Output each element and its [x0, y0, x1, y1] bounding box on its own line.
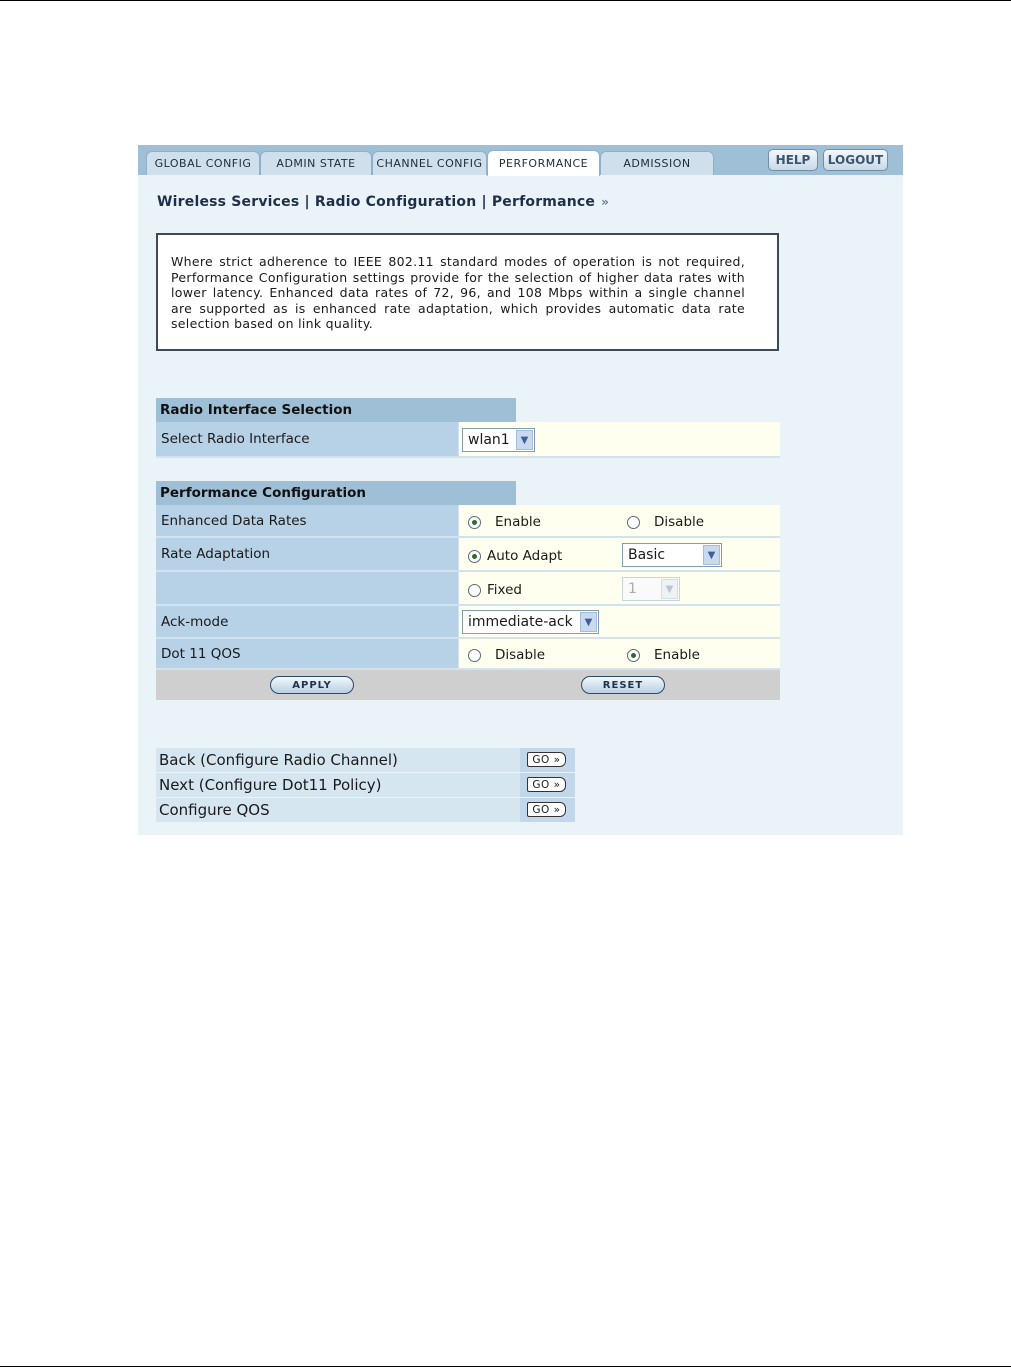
radio-selected-icon	[627, 649, 640, 662]
rate-adaptation-row	[156, 538, 780, 572]
rate-fixed-row	[156, 572, 780, 606]
tab-admission[interactable]: ADMISSION	[600, 151, 714, 175]
rate-fixed-label-cell	[156, 572, 458, 604]
rate-fixed-radio[interactable]	[468, 582, 522, 598]
dot11-qos-value-cell	[458, 639, 780, 668]
help-button[interactable]: HELP	[768, 149, 818, 171]
info-box	[156, 233, 779, 351]
auto-adapt-select[interactable]	[622, 543, 722, 567]
enhanced-enable-label: Enable	[495, 514, 541, 530]
rate-fixed-value-cell	[458, 572, 780, 604]
chevron-down-icon: ▼	[661, 579, 678, 599]
nav-qos-text: Configure QOS	[159, 801, 270, 819]
go-qos-button[interactable]: GO »	[527, 802, 566, 817]
chevron-down-icon: ▼	[516, 430, 533, 450]
page-top-rule	[0, 0, 1011, 1]
go-back-button[interactable]: GO »	[527, 752, 566, 767]
page-bottom-rule	[0, 1366, 1011, 1367]
qos-enable-label: Enable	[654, 647, 700, 663]
nav-row-back	[156, 748, 575, 772]
tab-global-config[interactable]: GLOBAL CONFIG	[146, 151, 260, 175]
nav-row-next	[156, 773, 575, 797]
breadcrumb-text: Wireless Services | Radio Configuration | Performance	[157, 194, 596, 210]
apply-button[interactable]: APPLY	[270, 676, 354, 694]
nav-back-go-cell	[520, 748, 575, 772]
ack-mode-select[interactable]	[462, 610, 599, 634]
dot11-qos-row	[156, 639, 780, 670]
reset-button[interactable]: RESET	[581, 676, 665, 694]
logout-button[interactable]: LOGOUT	[823, 149, 888, 171]
ack-mode-label: Ack-mode	[156, 606, 458, 637]
ack-mode-value-cell	[458, 606, 780, 637]
fixed-label: Fixed	[487, 582, 522, 598]
radio-selected-icon	[468, 516, 481, 529]
go-next-button[interactable]: GO »	[527, 777, 566, 792]
radio-unselected-icon	[627, 516, 640, 529]
info-text: Where strict adherence to IEEE 802.11 standard modes of operation is not required, Performance Configuration settings provide for the selection of higher data rates with lower latency. Enhanced data rates of 72, 96, and 108 Mbps within a single channel are supported as is enhanced rate adaptation, which provides automatic data rate selection based on link quality.	[171, 254, 745, 332]
tab-admin-state[interactable]: ADMIN STATE	[260, 151, 372, 175]
breadcrumb	[157, 194, 609, 210]
auto-adapt-label: Auto Adapt	[487, 548, 563, 564]
radio-unselected-icon	[468, 649, 481, 662]
tab-performance[interactable]: PERFORMANCE	[487, 150, 600, 176]
dot11-qos-enable-radio[interactable]	[627, 647, 700, 663]
enhanced-data-rates-label: Enhanced Data Rates	[156, 505, 458, 536]
ack-mode-row	[156, 606, 780, 639]
radio-interface-select-value: wlan1	[468, 432, 510, 448]
radio-interface-value-cell	[458, 422, 780, 456]
dot11-qos-disable-radio[interactable]	[468, 647, 545, 663]
tab-channel-config[interactable]: CHANNEL CONFIG	[372, 151, 487, 175]
chevron-down-icon: ▼	[703, 545, 720, 565]
ack-mode-select-value: immediate-ack	[468, 614, 573, 630]
radio-interface-row	[156, 422, 780, 458]
radio-interface-section-title: Radio Interface Selection	[156, 398, 516, 422]
dot11-qos-label: Dot 11 QOS	[156, 639, 458, 668]
tab-bar	[138, 145, 903, 175]
enhanced-disable-label: Disable	[654, 514, 705, 530]
nav-qos-go-cell	[520, 798, 575, 822]
nav-next-go-cell	[520, 773, 575, 797]
nav-next-text: Next (Configure Dot11 Policy)	[159, 776, 382, 794]
enhanced-data-rates-enable-radio[interactable]	[468, 514, 541, 530]
fixed-rate-select-value: 1	[628, 581, 637, 597]
performance-section-title: Performance Configuration	[156, 481, 516, 505]
auto-adapt-select-value: Basic	[628, 547, 666, 563]
rate-adaptation-label: Rate Adaptation	[156, 538, 458, 570]
config-panel	[138, 145, 903, 835]
radio-unselected-icon	[468, 584, 481, 597]
chevron-down-icon: ▼	[580, 612, 597, 632]
enhanced-data-rates-value-cell	[458, 505, 780, 536]
nav-row-qos	[156, 798, 575, 822]
rate-adaptation-value-cell	[458, 538, 780, 570]
breadcrumb-arrow-icon: »	[601, 195, 610, 209]
enhanced-data-rates-row	[156, 505, 780, 538]
qos-disable-label: Disable	[495, 647, 546, 663]
radio-selected-icon	[468, 550, 481, 563]
fixed-rate-select[interactable]	[622, 577, 680, 601]
radio-interface-select[interactable]	[462, 428, 535, 452]
rate-auto-adapt-radio[interactable]	[468, 548, 562, 564]
enhanced-data-rates-disable-radio[interactable]	[627, 514, 704, 530]
action-bar	[156, 670, 780, 700]
radio-interface-label: Select Radio Interface	[156, 422, 458, 456]
nav-back-text: Back (Configure Radio Channel)	[159, 751, 398, 769]
